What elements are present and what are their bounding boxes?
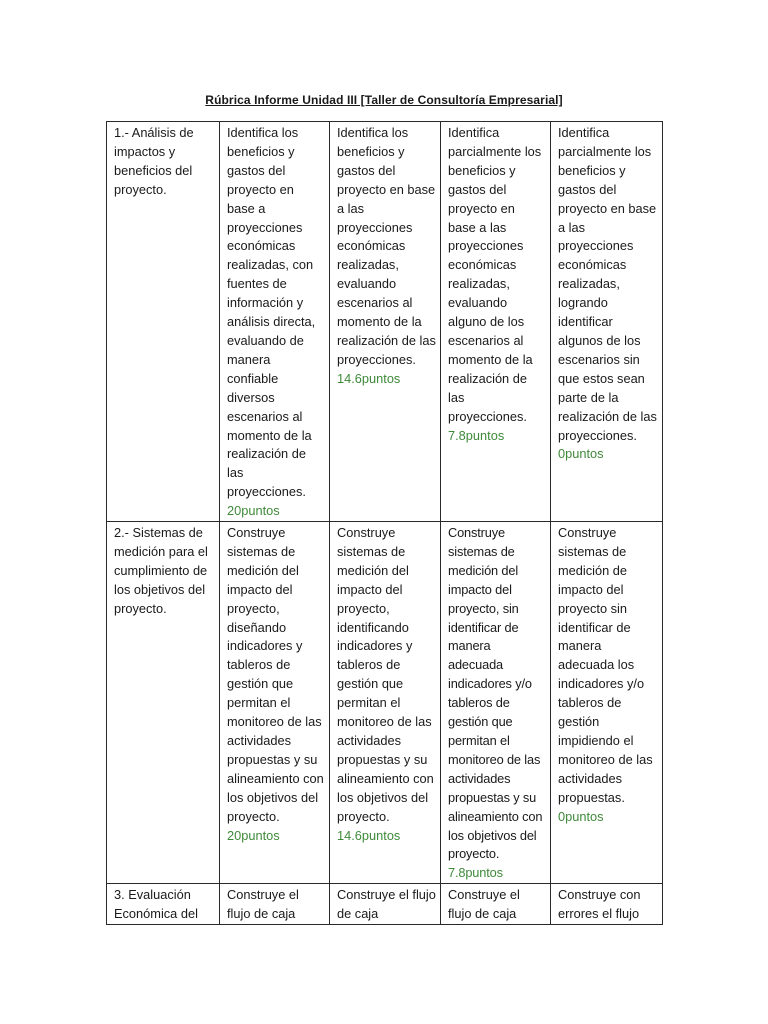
- criterion-text: 3. Evaluación Económica del: [114, 887, 198, 922]
- level-points: 20puntos: [227, 503, 280, 519]
- level-points: 0puntos: [558, 446, 604, 462]
- table-row: [107, 122, 663, 522]
- level-points: 20puntos: [227, 827, 280, 843]
- level-description: Construye sistemas de medición del impacto del proyecto, sin identificar de manera adecuada indicadores y/o tableros de gestión que permitan el monitoreo de las actividades propuestas y su alineamiento con los objetivos del proyecto.: [448, 525, 543, 862]
- document-title: Rúbrica Informe Unidad III [Taller de Consultoría Empresarial]: [205, 93, 563, 107]
- level-cell: [330, 122, 441, 522]
- level-cell: [220, 122, 330, 522]
- level-cell: [551, 884, 663, 925]
- level-description: Identifica los beneficios y gastos del proyecto en base a proyecciones económicas realizadas, con fuentes de información y análisis directa, evaluando de manera confiable diversos escenarios al momento de la realización de las proyecciones.: [227, 125, 316, 500]
- level-points: 7.8puntos: [448, 865, 503, 881]
- criterion-cell: [107, 522, 220, 884]
- level-description: Construye el flujo de caja: [337, 887, 436, 922]
- level-cell: [220, 884, 330, 925]
- level-points: 14.6puntos: [337, 827, 401, 843]
- level-cell: [330, 884, 441, 925]
- level-description: Construye el flujo de caja: [227, 887, 299, 922]
- level-points: 7.8puntos: [448, 427, 505, 443]
- level-description: Construye sistemas de medición del impacto del proyecto, identificando indicadores y tableros de gestión que permitan el monitoreo de las actividades propuestas y su alineamiento con los objetivos del proyecto.: [337, 525, 434, 824]
- level-description: Construye sistemas de medición del impacto del proyecto, diseñando indicadores y tableros de gestión que permitan el monitoreo de las actividades propuestas y su alineamiento con los objetivos del proyecto.: [227, 525, 324, 824]
- criterion-text: 2.- Sistemas de medición para el cumplimiento de los objetivos del proyecto.: [114, 525, 208, 616]
- table-row: [107, 522, 663, 884]
- rubric-table: [106, 121, 663, 925]
- criterion-cell: [107, 884, 220, 925]
- level-points: 0puntos: [558, 808, 604, 824]
- level-cell: [551, 122, 663, 522]
- level-description: Identifica los beneficios y gastos del proyecto en base a las proyecciones económicas realizadas, evaluando escenarios al momento de la realización de las proyecciones.: [337, 125, 436, 367]
- level-description: Construye con errores el flujo: [558, 887, 641, 922]
- level-points: 14.6puntos: [337, 370, 401, 386]
- level-cell: [441, 122, 551, 522]
- level-cell: [441, 522, 551, 884]
- level-cell: [220, 522, 330, 884]
- level-cell: [551, 522, 663, 884]
- criterion-text: 1.- Análisis de impactos y beneficios del proyecto.: [114, 125, 194, 197]
- level-description: Construye el flujo de caja: [448, 887, 520, 922]
- level-description: Construye sistemas de medición de impacto del proyecto sin identificar de manera adecuada los indicadores y/o tableros de gestión impidiendo el monitoreo de las actividades propuestas.: [558, 525, 653, 805]
- level-cell: [441, 884, 551, 925]
- level-description: Identifica parcialmente los beneficios y gastos del proyecto en base a las proyecciones económicas realizadas, evaluando alguno de los escenarios al momento de la realización de las proyecciones.: [448, 125, 542, 424]
- table-row: [107, 884, 663, 925]
- level-cell: [330, 522, 441, 884]
- criterion-cell: [107, 122, 220, 522]
- level-description: Identifica parcialmente los beneficios y gastos del proyecto en base a las proyecciones económicas realizadas, logrando identificar algunos de los escenarios sin que estos sean parte de la realización de las proyecciones.: [558, 125, 657, 443]
